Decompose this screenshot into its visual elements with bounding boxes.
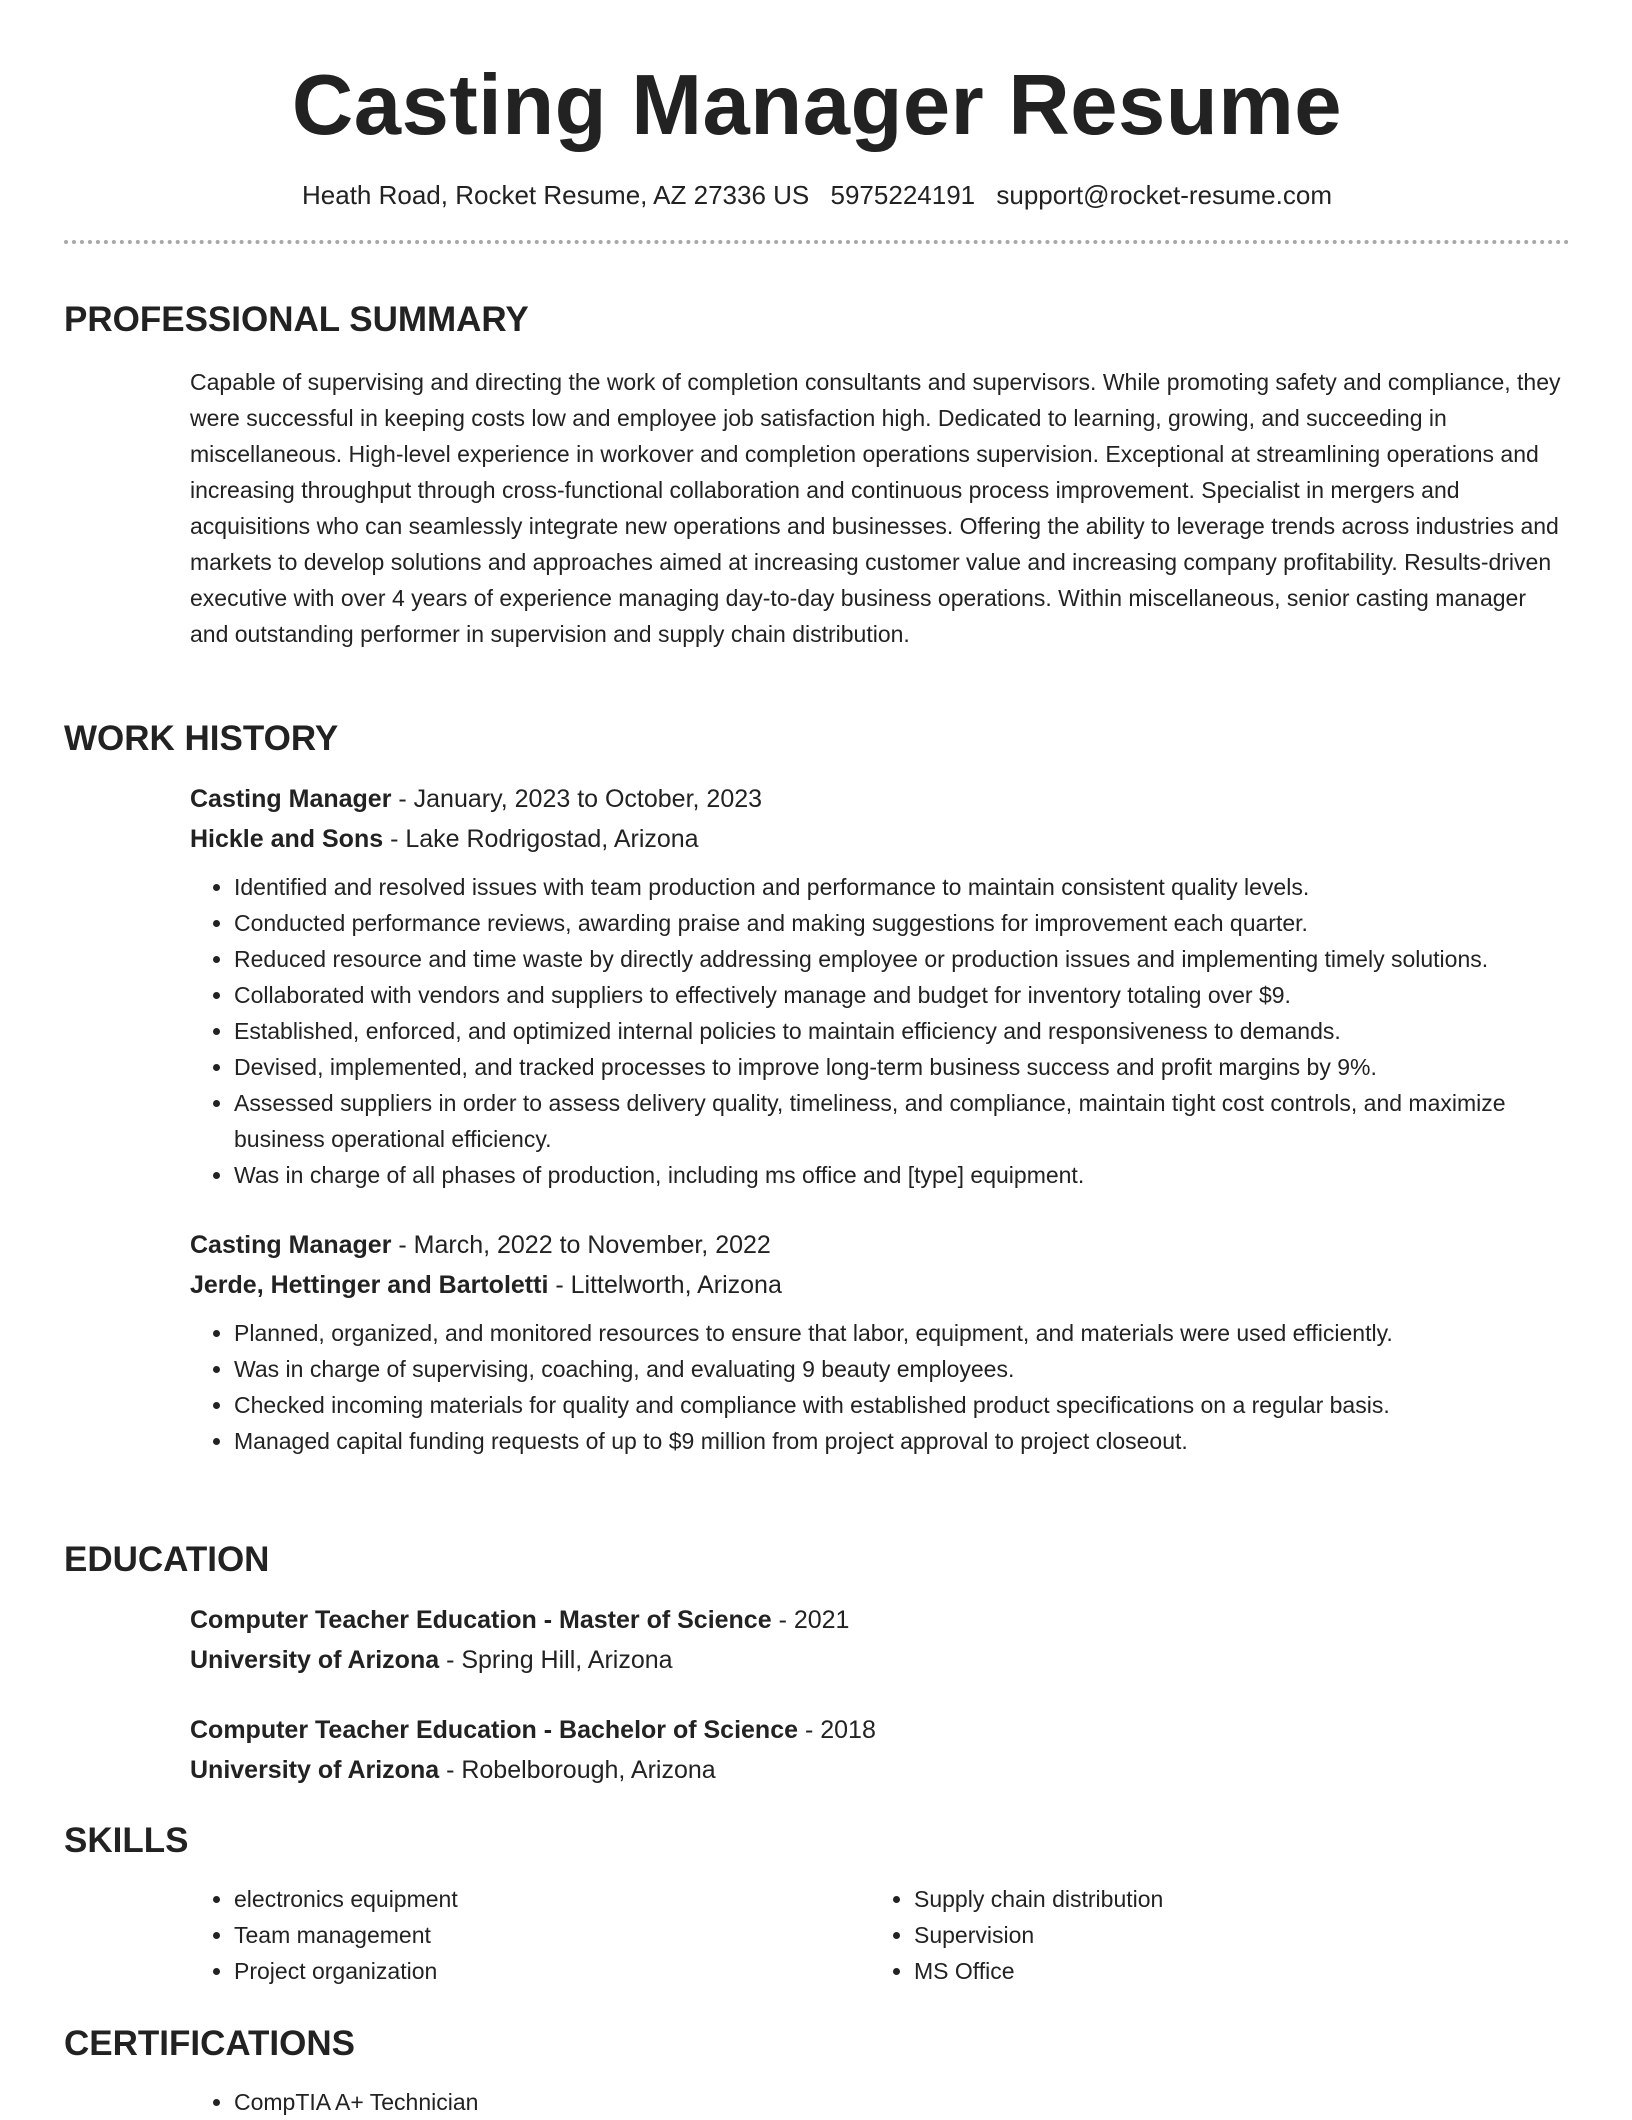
degree-line [190, 1600, 1570, 1640]
list-item: • CompTIA A+ Technician [234, 2084, 1570, 2120]
degree-year: - 2021 [771, 1606, 850, 1634]
certifications-list [190, 2084, 1570, 2120]
list-item: • Was in charge of supervising, coaching, and evaluating 9 beauty employees. [234, 1351, 1570, 1387]
job-company: Hickle and Sons [190, 825, 384, 853]
summary-text: Capable of supervising and directing the work of completion consultants and supervisors. While promoting safety and compliance, they were successful in keeping costs low and employee job satisfaction high. Dedicated to learning, growing, and succeeding in miscellaneous. High-level experience in workover and completion operations supervision. Exceptional at streamlining operations and increasing throughput through cross-functional collaboration and continuous process improvement. Specialist in mergers and acquisitions who can seamlessly integrate new operations and businesses. Offering the ability to leverage trends across industries and markets to develop solutions and approaches aimed at increasing customer value and increasing company profitability. Results-driven executive with over 4 years of experience managing day-to-day business operations. Within miscellaneous, senior casting manager and outstanding performer in supervision and supply chain distribution. [190, 369, 1561, 647]
school-line [190, 1750, 1570, 1790]
list-item: • Collaborated with vendors and suppliers to effectively manage and budget for inventory totaling over $9. [234, 977, 1570, 1013]
skills-section [64, 1819, 1570, 1989]
resume-page [64, 0, 1570, 2115]
education-section [64, 1538, 1570, 1790]
education-entry [190, 1600, 1570, 1680]
education-entry [190, 1710, 1570, 1790]
job-company: Jerde, Hettinger and Bartoletti [190, 1271, 549, 1299]
certifications-section [64, 2022, 1570, 2120]
degree-year: - 2018 [798, 1716, 876, 1744]
contact-address: Heath Road, Rocket Resume, AZ 27336 US [302, 180, 810, 210]
list-item: • Reduced resource and time waste by directly addressing employee or production issues and implementing timely solutions. [234, 941, 1570, 977]
degree: Computer Teacher Education - Bachelor of Science [190, 1716, 799, 1744]
contact-phone: 5975224191 [830, 180, 976, 210]
job-company-line [190, 1265, 1570, 1305]
list-item: • Devised, implemented, and tracked processes to improve long-term business success and profit margins by 9%. [234, 1049, 1570, 1085]
job-title-line [190, 779, 1570, 819]
school-location: - Spring Hill, Arizona [439, 1646, 673, 1674]
list-item: • Identified and resolved issues with team production and performance to maintain consistent quality levels. [234, 869, 1570, 905]
job-entry [190, 1225, 1570, 1459]
list-item: • Planned, organized, and monitored resources to ensure that labor, equipment, and materials were used efficiently. [234, 1315, 1570, 1351]
page-title: Casting Manager Resume [291, 58, 1343, 153]
school: University of Arizona [190, 1756, 440, 1784]
certifications-heading: CERTIFICATIONS [64, 2024, 356, 2063]
list-item: • MS Office [914, 1953, 1550, 1989]
job-location: - Lake Rodrigostad, Arizona [383, 825, 699, 853]
list-item: • Project organization [234, 1953, 870, 1989]
skills-grid [190, 1881, 1570, 1989]
list-item: • Assessed suppliers in order to assess delivery quality, timeliness, and compliance, maintain tight cost controls, and maximize business operational efficiency. [234, 1085, 1570, 1157]
list-item: • Was in charge of all phases of production, including ms office and [type] equipment. [234, 1157, 1570, 1193]
job-entry [190, 779, 1570, 1193]
job-dates: - March, 2022 to November, 2022 [391, 1231, 771, 1259]
skills-column-right [870, 1881, 1550, 1989]
header-divider [64, 240, 1570, 244]
summary-section [64, 298, 1570, 652]
work-history-heading: WORK HISTORY [64, 719, 339, 758]
list-item: • Established, enforced, and optimized internal policies to maintain efficiency and responsiveness to demands. [234, 1013, 1570, 1049]
school: University of Arizona [190, 1646, 440, 1674]
work-history-section [64, 717, 1570, 1459]
summary-heading: PROFESSIONAL SUMMARY [64, 300, 529, 339]
skills-list [870, 1881, 1550, 1989]
skills-list [190, 1881, 870, 1989]
job-company-line [190, 819, 1570, 859]
list-item: • Team management [234, 1917, 870, 1953]
list-item: • Supply chain distribution [914, 1881, 1550, 1917]
skills-column-left [190, 1881, 870, 1989]
degree-line [190, 1710, 1570, 1750]
contact-email: support@rocket-resume.com [996, 180, 1332, 210]
school-location: - Robelborough, Arizona [439, 1756, 716, 1784]
job-dates: - January, 2023 to October, 2023 [391, 785, 763, 813]
skills-heading: SKILLS [64, 1821, 189, 1860]
job-location: - Littelworth, Arizona [548, 1271, 782, 1299]
list-item: • electronics equipment [234, 1881, 870, 1917]
list-item: • Managed capital funding requests of up to $9 million from project approval to project closeout. [234, 1423, 1570, 1459]
list-item: • Checked incoming materials for quality and compliance with established product specifications on a regular basis. [234, 1387, 1570, 1423]
school-line [190, 1640, 1570, 1680]
list-item: • Conducted performance reviews, awarding praise and making suggestions for improvement each quarter. [234, 905, 1570, 941]
job-bullets [190, 1315, 1570, 1459]
job-title: Casting Manager [190, 1231, 392, 1259]
degree: Computer Teacher Education - Master of Science [190, 1606, 772, 1634]
list-item: • Supervision [914, 1917, 1550, 1953]
job-title-line [190, 1225, 1570, 1265]
job-title: Casting Manager [190, 785, 392, 813]
certifications-list-wrap [190, 2084, 1570, 2120]
education-heading: EDUCATION [64, 1540, 270, 1579]
contact-line [64, 178, 1570, 212]
job-bullets [190, 869, 1570, 1193]
